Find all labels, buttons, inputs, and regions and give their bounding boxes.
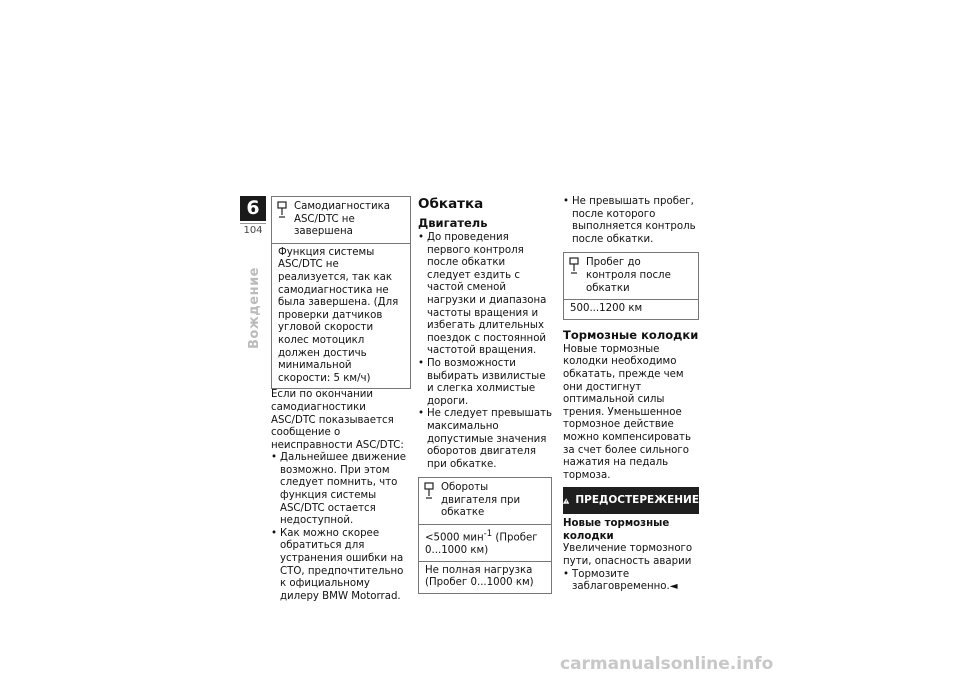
warning-banner <box>563 487 699 514</box>
paragraph: Если по окончании самодиагностики ASC/DTC показывается сообщение о неисправности ASC/DTC: <box>271 389 404 451</box>
spanner-icon <box>423 482 441 520</box>
section-title: Вождение <box>247 267 262 349</box>
list-item: • Как можно скорее обратиться для устранения ошибки на СТО, предпочтительно к официальному дилеру BMW Motorrad. <box>271 528 411 604</box>
chapter-divider <box>240 223 266 224</box>
info-box-rpm <box>418 477 552 594</box>
info-box-row: 500...1200 км <box>570 303 643 315</box>
subsection-heading: Двигатель <box>418 216 488 230</box>
info-box-head <box>272 197 410 244</box>
info-box-row: Не полная нагрузка (Пробег 0...1000 км) <box>425 564 534 589</box>
info-box-head <box>419 478 551 525</box>
section-heading: Обкатка <box>418 196 484 212</box>
info-box-head <box>564 253 698 300</box>
rpm-value: <5000 мин <box>425 532 484 544</box>
list-item: • Дальнейшее движение возможно. При этом следует помнить, что функция системы ASC/DTC остается недоступной. <box>271 452 411 528</box>
list-item: • Тормозите заблаговременно.◄ <box>563 569 699 594</box>
spanner-icon <box>276 201 294 239</box>
list-item: • По возможности выбирать извилистые и слегка холмистые дороги. <box>418 358 552 408</box>
column-1 <box>271 196 411 603</box>
info-box-mileage <box>563 252 699 319</box>
list-item: • Не превышать пробег, после которого выполняется контроль после обкатки. <box>563 196 699 246</box>
warning-icon <box>563 495 569 507</box>
list-item: • Не следует превышать максимально допустимые значения оборотов двигателя при обкатке. <box>418 408 552 471</box>
list-item: • До проведения первого контроля после обкатки следует ездить с частой сменой нагрузки и диапазона частоты вращения и избегать длительных поездок с постоянной частотой вращения. <box>418 232 552 358</box>
column-2 <box>418 196 552 594</box>
warning-label: ПРЕДОСТЕРЕЖЕНИЕ <box>575 494 699 507</box>
page-number: 104 <box>243 225 263 236</box>
section-heading: Тормозные колодки <box>563 327 699 342</box>
info-box-title: Обороты двигателя при обкатке <box>441 482 521 519</box>
paragraph: Новые тормозные колодки необходимо обкатать, прежде чем они достигнут оптимальной силы трения. Уменьшенное тормозное действие можно компенсировать за счет более сильного нажатия на педаль тормоза. <box>563 343 691 481</box>
warning-title: Новые тормозные колодки <box>563 518 670 542</box>
info-box-title: Самодиагностика ASC/DTC не завершена <box>294 201 390 238</box>
rpm-unit-exponent: -1 <box>483 529 493 540</box>
watermark: carmanualsonline.info <box>560 654 774 674</box>
chapter-number: 6 <box>240 196 266 221</box>
warning-text: Увеличение тормозного пути, опасность аварии <box>563 543 693 568</box>
info-box-asc <box>271 196 411 389</box>
column-3 <box>563 196 699 594</box>
info-box-title: Пробег до контроля после обкатки <box>586 257 671 294</box>
info-box-body: Функция системы ASC/DTC не реализуется, так как самодиагностика не была завершена. (Для проверки датчиков угловой скорости колес мотоцикл должен достичь минимальной скорости: 5 км/ч) <box>278 246 399 384</box>
spanner-icon <box>568 257 586 295</box>
info-box-row <box>419 525 551 562</box>
rpm-mileage: (Пробег 0...1000 км) <box>425 532 538 557</box>
